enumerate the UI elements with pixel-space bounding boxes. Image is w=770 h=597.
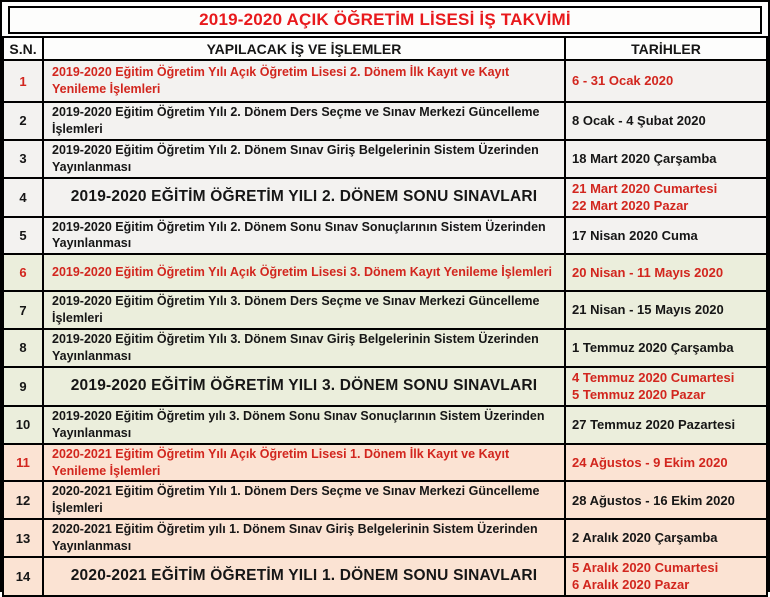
dates-cell	[565, 60, 767, 102]
task-cell: 2019-2020 Eğitim Öğretim Yılı Açık Öğretim Lisesi 2. Dönem İlk Kayıt ve Kayıt Yenileme İşlemleri	[43, 60, 565, 102]
table-row	[3, 329, 767, 367]
table-row-exam-section	[3, 367, 767, 406]
table-row-exam-section	[3, 178, 767, 217]
date-line: 5 Temmuz 2020 Pazar	[572, 387, 706, 403]
task-cell: 2019-2020 Eğitim Öğretim Yılı 2. Dönem Sınav Giriş Belgelerinin Sistem Üzerinden Yayınlanması	[43, 140, 565, 178]
row-number: 13	[3, 519, 43, 557]
row-number: 5	[3, 217, 43, 255]
row-number: 8	[3, 329, 43, 367]
table-row	[3, 481, 767, 519]
row-number: 7	[3, 291, 43, 329]
date-line: 2 Aralık 2020 Çarşamba	[572, 530, 718, 546]
date-line: 1 Temmuz 2020 Çarşamba	[572, 340, 734, 356]
dates-cell	[565, 481, 767, 519]
date-line: 8 Ocak - 4 Şubat 2020	[572, 113, 706, 129]
date-line: 4 Temmuz 2020 Cumartesi	[572, 369, 735, 385]
header-row	[3, 37, 767, 60]
date-line: 21 Nisan - 15 Mayıs 2020	[572, 302, 724, 318]
task-cell: 2019-2020 Eğitim Öğretim yılı 3. Dönem Sonu Sınav Sonuçlarının Sistem Üzerinden Yayınlanması	[43, 406, 565, 444]
task-cell: 2020-2021 EĞİTİM ÖĞRETİM YILI 1. DÖNEM SONU SINAVLARI	[43, 557, 565, 596]
task-cell: 2019-2020 Eğitim Öğretim Yılı 2. Dönem Ders Seçme ve Sınav Merkezi Güncelleme İşlemleri	[43, 102, 565, 140]
dates-cell	[565, 519, 767, 557]
row-number: 10	[3, 406, 43, 444]
calendar-table	[2, 36, 768, 597]
date-line: 27 Temmuz 2020 Pazartesi	[572, 417, 736, 433]
date-line: 17 Nisan 2020 Cuma	[572, 227, 698, 243]
table-row-exam-section	[3, 557, 767, 596]
row-number: 2	[3, 102, 43, 140]
dates-cell	[565, 557, 767, 596]
table-row	[3, 444, 767, 482]
table-row	[3, 291, 767, 329]
date-line: 6 - 31 Ocak 2020	[572, 73, 674, 89]
row-number: 6	[3, 254, 43, 291]
table-row	[3, 254, 767, 291]
task-cell: 2020-2021 Eğitim Öğretim Yılı Açık Öğretim Lisesi 1. Dönem İlk Kayıt ve Kayıt Yenileme İşlemleri	[43, 444, 565, 482]
dates-cell	[565, 102, 767, 140]
dates-cell	[565, 217, 767, 255]
date-line: 5 Aralık 2020 Cumartesi	[572, 559, 719, 575]
date-line: 21 Mart 2020 Cumartesi	[572, 180, 718, 196]
row-number: 4	[3, 178, 43, 217]
dates-cell	[565, 140, 767, 178]
date-line: 22 Mart 2020 Pazar	[572, 198, 689, 214]
date-line: 6 Aralık 2020 Pazar	[572, 577, 690, 593]
dates-cell	[565, 444, 767, 482]
header-dates: TARİHLER	[565, 37, 767, 60]
task-cell: 2019-2020 EĞİTİM ÖĞRETİM YILI 3. DÖNEM SONU SINAVLARI	[43, 367, 565, 406]
header-serial-number: S.N.	[3, 37, 43, 60]
dates-cell	[565, 254, 767, 291]
dates-cell	[565, 406, 767, 444]
table-row	[3, 406, 767, 444]
row-number: 1	[3, 60, 43, 102]
task-cell: 2019-2020 Eğitim Öğretim Yılı 2. Dönem Sonu Sınav Sonuçlarının Sistem Üzerinden Yayınlanması	[43, 217, 565, 255]
task-cell: 2019-2020 EĞİTİM ÖĞRETİM YILI 2. DÖNEM SONU SINAVLARI	[43, 178, 565, 217]
date-line: 18 Mart 2020 Çarşamba	[572, 150, 717, 166]
table-row	[3, 140, 767, 178]
dates-cell	[565, 367, 767, 406]
table-row	[3, 519, 767, 557]
row-number: 11	[3, 444, 43, 482]
table-row	[3, 217, 767, 255]
task-cell: 2020-2021 Eğitim Öğretim Yılı 1. Dönem Ders Seçme ve Sınav Merkezi Güncelleme İşlemleri	[43, 481, 565, 519]
dates-cell	[565, 329, 767, 367]
task-cell: 2019-2020 Eğitim Öğretim Yılı 3. Dönem Sınav Giriş Belgelerinin Sistem Üzerinden Yayınlanması	[43, 329, 565, 367]
header-tasks: YAPILACAK İŞ VE İŞLEMLER	[43, 37, 565, 60]
row-number: 14	[3, 557, 43, 596]
task-cell: 2020-2021 Eğitim Öğretim yılı 1. Dönem Sınav Giriş Belgelerinin Sistem Üzerinden Yayınlanması	[43, 519, 565, 557]
page-title: 2019-2020 AÇIK ÖĞRETİM LİSESİ İŞ TAKVİMİ	[8, 6, 762, 34]
task-cell: 2019-2020 Eğitim Öğretim Yılı Açık Öğretim Lisesi 3. Dönem Kayıt Yenileme İşlemleri	[43, 254, 565, 291]
dates-cell	[565, 178, 767, 217]
row-number: 12	[3, 481, 43, 519]
row-number: 9	[3, 367, 43, 406]
dates-cell	[565, 291, 767, 329]
date-line: 28 Ağustos - 16 Ekim 2020	[572, 492, 735, 508]
table-row	[3, 60, 767, 102]
date-line: 24 Ağustos - 9 Ekim 2020	[572, 454, 728, 470]
table-row	[3, 102, 767, 140]
row-number: 3	[3, 140, 43, 178]
date-line: 20 Nisan - 11 Mayıs 2020	[572, 265, 724, 281]
task-cell: 2019-2020 Eğitim Öğretim Yılı 3. Dönem Ders Seçme ve Sınav Merkezi Güncelleme İşlemleri	[43, 291, 565, 329]
